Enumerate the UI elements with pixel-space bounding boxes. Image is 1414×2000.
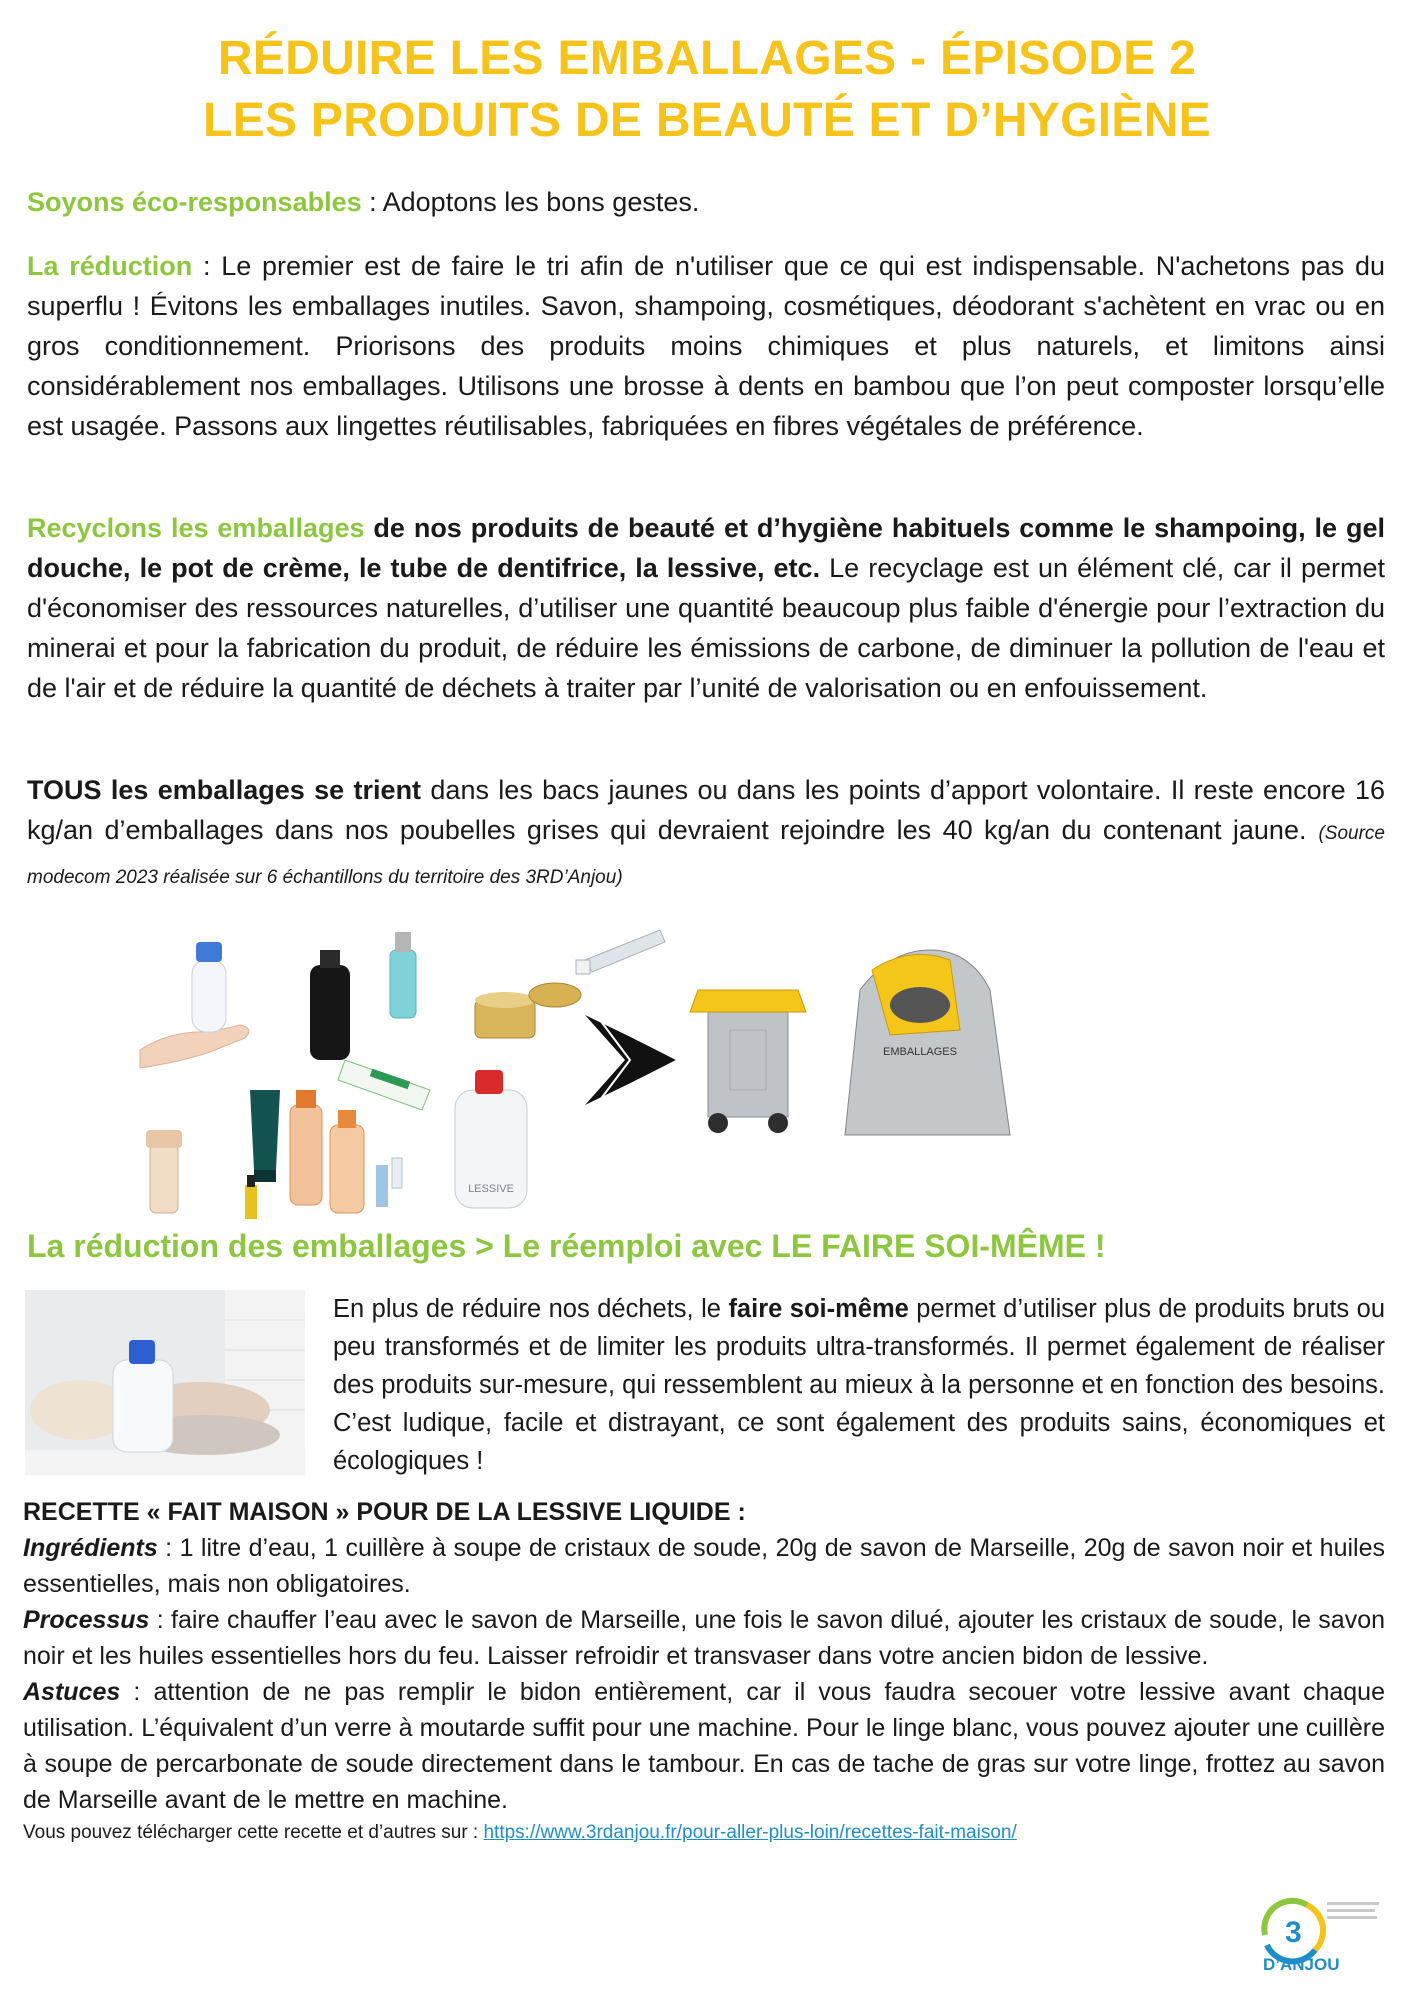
- orange-bottles-image: [290, 1090, 364, 1213]
- recipe-process: [23, 1602, 1385, 1674]
- process-label: Processus: [23, 1606, 150, 1634]
- beige-bottle-image: [146, 1130, 182, 1213]
- reemploi-heading: La réduction des emballages > Le réemploi avec LE FAIRE SOI-MÊME !: [27, 1228, 1106, 1264]
- laundry-photo-image: [25, 1290, 305, 1475]
- source-note: (Source modecom 2023 réalisée sur 6 échantillons du territoire des 3RD’Anjou): [27, 823, 1385, 888]
- black-bottle-image: [310, 950, 350, 1060]
- recipe-section: [23, 1494, 1385, 1848]
- download-text: Vous pouvez télécharger cette recette et d’autres sur :: [23, 1822, 484, 1843]
- reemploi-text-after: permet d’utiliser plus de produits bruts ou peu transformés et de limiter les produits ultra-transformés. Il permet également de réaliser des produits sur-mesure, qui ressemblent au mieux à la personne et en fonction des besoins. C’est ludique, facile et distrayant, ce sont également des produits sains, économiques et écologiques !: [333, 1295, 1385, 1475]
- tips-label: Astuces: [23, 1678, 121, 1706]
- tube-image: [576, 930, 665, 974]
- tous-paragraph: [27, 770, 1385, 898]
- toothpaste-image: [338, 1060, 430, 1110]
- intro-paragraph: [27, 182, 1385, 222]
- green-tube-image: [250, 1090, 280, 1182]
- 3rd-anjou-logo: [1255, 1890, 1385, 1975]
- recycle-text: Le recyclage est un élément clé, car il permet d'économiser des ressources naturelles, d’utiliser une quantité beaucoup plus faible d'énergie pour l’extraction du minerai et pour la fabrication du produit, de réduire les émissions de carbone, de diminuer la pollution de l'eau et de l'air et de réduire la quantité de déchets à traiter par l’unité de valorisation ou en enfouissement.: [27, 553, 1385, 703]
- logo-name: D’ANJOU: [1263, 1955, 1340, 1974]
- recipe-title: RECETTE « FAIT MAISON » POUR DE LA LESSIVE LIQUIDE :: [23, 1498, 746, 1526]
- hand-with-bottle-image: [140, 942, 249, 1068]
- tous-bold: TOUS les emballages se trient: [27, 775, 422, 805]
- teal-bottle-image: [390, 932, 416, 1018]
- reduction-paragraph: [27, 246, 1385, 446]
- reduction-text: : Le premier est de faire le tri afin de n'utiliser que ce qui est indispensable. N'achetons pas du superflu ! Évitons les emballages inutiles. Savon, shampoing, cosmétiques, déodorant s'achètent en vrac ou en gros conditionnement. Priorisons des produits moins chimiques et plus naturels, et limitons ainsi considérablement nos emballages. Utilisons une brosse à dents en bambou que l’on peut composter lorsqu’elle est usagée. Passons aux lingettes réutilisables, fabriquées en fibres végétales de préférence.: [27, 251, 1385, 441]
- recipe-tips: [23, 1674, 1385, 1818]
- logo-number: 3: [1285, 1916, 1302, 1949]
- lessive-label: LESSIVE: [468, 1183, 514, 1195]
- packaging-illustration: [130, 920, 1280, 1220]
- recycle-paragraph: [27, 508, 1385, 708]
- intro-label: Soyons éco-responsables: [27, 187, 362, 217]
- dropoff-container-image: [845, 950, 1010, 1135]
- recipe-ingredients: [23, 1530, 1385, 1602]
- lessive-bottle-image: [455, 1070, 527, 1208]
- title-line-2: LES PRODUITS DE BEAUTÉ ET D’HYGIÈNE: [203, 94, 1211, 147]
- process-text: : faire chauffer l’eau avec le savon de Marseille, une fois le savon dilué, ajouter les cristaux de soude, le savon noir et les huiles essentielles hors du feu. Laisser refroidir et transvaser dans votre ancien bidon de lessive.: [23, 1606, 1385, 1670]
- reemploi-text-before: En plus de réduire nos déchets, le: [333, 1295, 729, 1323]
- container-label: EMBALLAGES: [883, 1046, 957, 1058]
- cream-jar-image: [475, 983, 581, 1038]
- page-title: [0, 28, 1414, 152]
- stick-image: [376, 1158, 402, 1207]
- ingredients-text: : 1 litre d’eau, 1 cuillère à soupe de cristaux de soude, 20g de savon de Marseille, 20g de savon noir et huiles essentielles, mais non obligatoires.: [23, 1534, 1385, 1598]
- download-line: [23, 1818, 1385, 1848]
- reemploi-bold: faire soi-même: [728, 1295, 909, 1323]
- tips-text: : attention de ne pas remplir le bidon entièrement, car il vous faudra secouer votre lessive avant chaque utilisation. L’équivalent d’un verre à moutarde suffit pour une machine. Pour le linge blanc, vous pouvez ajouter une cuillère à soupe de percarbonate de soude directement dans le tambour. En cas de tache de gras sur votre linge, frottez au savon de Marseille avant de le mettre en machine.: [23, 1678, 1385, 1814]
- yellow-bin-image: [690, 990, 806, 1133]
- recycle-bold: de nos produits de beauté et d’hygiène habituels comme le shampoing, le gel douche, le pot de crème, le tube de dentifrice, la lessive, etc.: [27, 513, 1385, 583]
- reemploi-paragraph: [333, 1290, 1385, 1480]
- intro-text: : Adoptons les bons gestes.: [361, 187, 700, 217]
- reduction-label: La réduction: [27, 251, 193, 281]
- recipes-link[interactable]: https://www.3rdanjou.fr/pour-aller-plus-loin/recettes-fait-maison/: [483, 1822, 1017, 1843]
- tous-text: dans les bacs jaunes ou dans les points d’apport volontaire. Il reste encore 16 kg/an d’emballages dans nos poubelles grises qui devraient rejoindre les 40 kg/an du contenant jaune.: [27, 775, 1385, 845]
- recycle-label: Recyclons les emballages: [27, 513, 365, 543]
- title-line-1: RÉDUIRE LES EMBALLAGES - ÉPISODE 2: [217, 32, 1197, 85]
- arrow-icon: [585, 1015, 678, 1105]
- ingredients-label: Ingrédients: [23, 1534, 158, 1562]
